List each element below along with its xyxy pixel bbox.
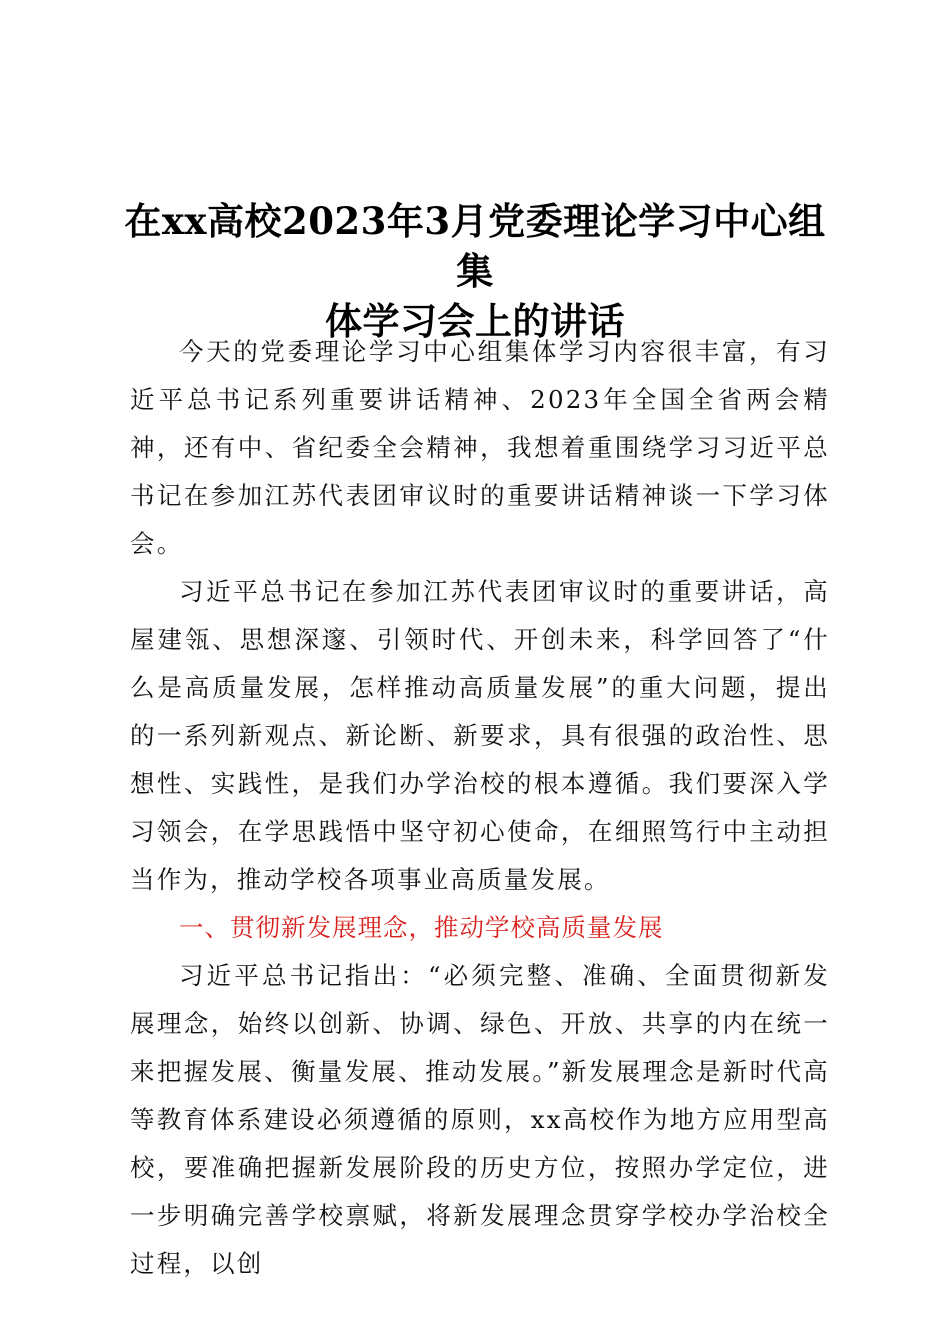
paragraph-intro: 今天的党委理论学习中心组集体学习内容很丰富，有习近平总书记系列重要讲话精神、2023年全国全省两会精神，还有中、省纪委全会精神，我想着重围绕学习习近平总书记在参加江苏代表团审议时的重要讲话精神谈一下学习体会。 bbox=[130, 337, 830, 558]
paragraph-new-development: 习近平总书记指出：“必须完整、准确、全面贯彻新发展理念，始终以创新、协调、绿色、开放、共享的内在统一来把握发展、衡量发展、推动发展。”新发展理念是新时代高等教育体系建设必须遵循的原则，xx高校作为地方应用型高校，要准确把握新发展阶段的历史方位，按照办学定位，进一步明确完善学校禀赋，将新发展理念贯穿学校办学治校全过程，以创 bbox=[130, 961, 830, 1278]
document-body bbox=[130, 328, 830, 1288]
title-line-1: 在xx高校2023年3月党委理论学习中心组集 bbox=[124, 199, 826, 293]
document-title bbox=[110, 196, 840, 346]
section-heading-1: 一、贯彻新发展理念，推动学校高质量发展 bbox=[179, 913, 664, 942]
title-line-2: 体学习会上的讲话 bbox=[325, 299, 625, 343]
paragraph-speech-summary: 习近平总书记在参加江苏代表团审议时的重要讲话，高屋建瓴、思想深邃、引领时代、开创未来，科学回答了“什么是高质量发展，怎样推动高质量发展”的重大问题，提出的一系列新观点、新论断、新要求，具有很强的政治性、思想性、实践性，是我们办学治校的根本遵循。我们要深入学习领会，在学思践悟中坚守初心使命，在细照笃行中主动担当作为，推动学校各项事业高质量发展。 bbox=[130, 577, 830, 894]
